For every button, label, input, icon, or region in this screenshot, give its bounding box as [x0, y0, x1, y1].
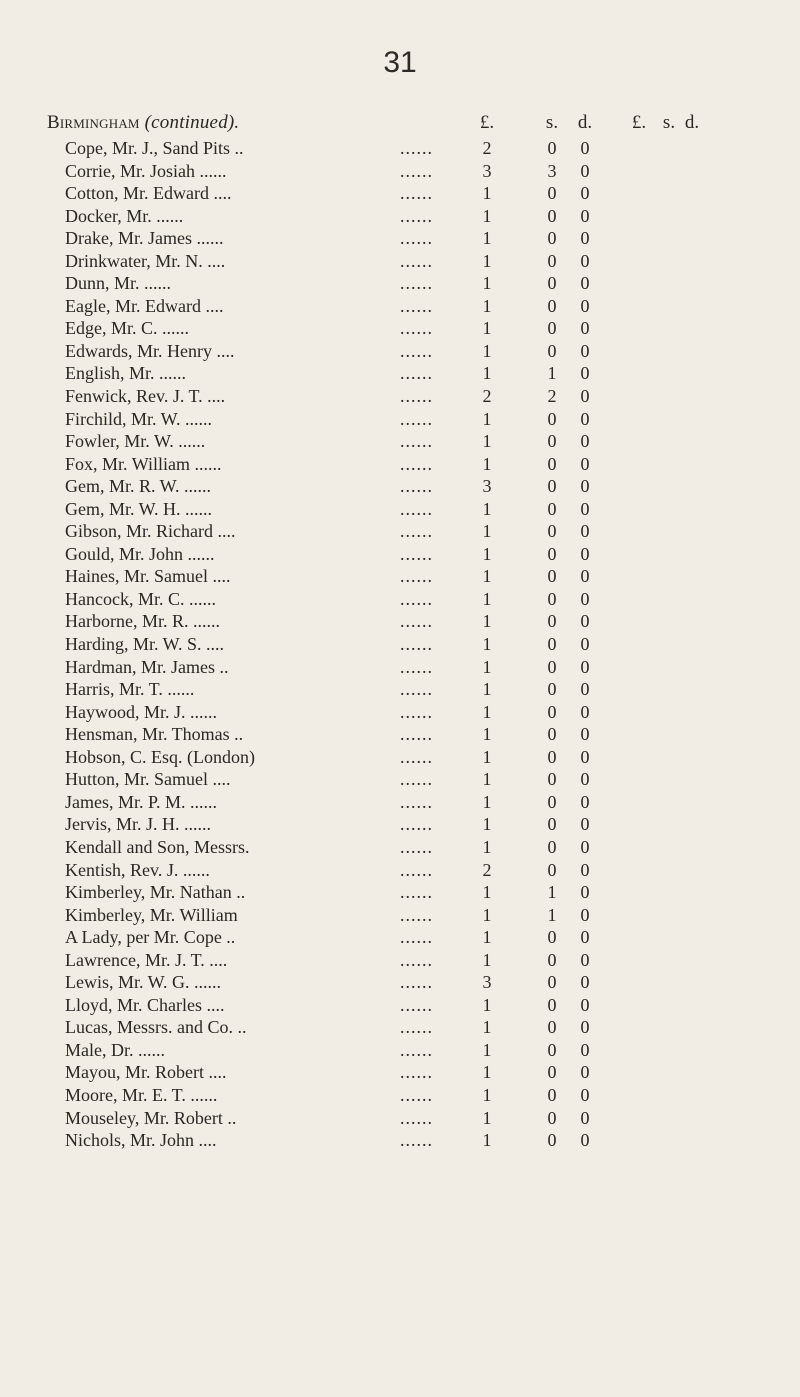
amount-pence: 0	[580, 859, 590, 880]
dot-leader: ......	[400, 994, 433, 1015]
amount-pence: 0	[580, 273, 590, 294]
dot-leader: ......	[400, 769, 433, 790]
amount-pounds: 3	[482, 160, 492, 181]
list-item	[0, 791, 800, 814]
amount-pence: 0	[580, 295, 590, 316]
dot-leader: ......	[400, 1039, 433, 1060]
dot-leader: ......	[400, 543, 433, 564]
subscriber-name: Lewis, Mr. W. G. ......	[65, 972, 222, 993]
subscriber-name: Haines, Mr. Samuel ....	[65, 566, 231, 587]
amount-shillings: 1	[547, 904, 557, 925]
pounds-column-header: £.	[479, 112, 495, 133]
list-item	[0, 768, 800, 791]
amount-pence: 0	[580, 476, 590, 497]
list-item	[0, 137, 800, 160]
amount-pounds: 2	[482, 138, 492, 158]
subscriber-name: Gibson, Mr. Richard ....	[65, 521, 236, 542]
list-item	[0, 453, 800, 476]
amount-pence: 0	[580, 228, 590, 249]
amount-pounds: 1	[482, 318, 492, 339]
amount-pounds: 1	[482, 611, 492, 632]
amount-pence: 0	[580, 453, 590, 474]
amount-pounds: 1	[482, 746, 492, 767]
dot-leader: ......	[400, 138, 433, 158]
amount-shillings: 0	[547, 183, 557, 204]
list-item	[0, 1016, 800, 1039]
amount-pence: 0	[580, 543, 590, 564]
amount-shillings: 0	[547, 972, 557, 993]
dot-leader: ......	[400, 927, 433, 948]
list-item	[0, 295, 800, 318]
subscriber-name: Male, Dr. ......	[65, 1039, 165, 1060]
amount-pence: 0	[580, 566, 590, 587]
dot-leader: ......	[400, 1107, 433, 1128]
dot-leader: ......	[400, 634, 433, 655]
subscriber-name: Lawrence, Mr. J. T. ....	[65, 949, 228, 970]
list-item	[0, 746, 800, 769]
amount-shillings: 0	[547, 836, 557, 857]
amount-pence: 0	[580, 611, 590, 632]
subscriber-name: Gem, Mr. W. H. ......	[65, 498, 213, 519]
amount-pounds: 1	[482, 588, 492, 609]
dot-leader: ......	[400, 859, 433, 880]
list-item	[0, 1061, 800, 1084]
amount-shillings: 3	[547, 160, 557, 181]
list-item	[0, 836, 800, 859]
dot-leader: ......	[400, 453, 433, 474]
list-item	[0, 317, 800, 340]
amount-pence: 0	[580, 431, 590, 452]
subscriber-name: Kimberley, Mr. Nathan ..	[65, 882, 246, 903]
dot-leader: ......	[400, 701, 433, 722]
list-item	[0, 205, 800, 228]
subscriber-name: Cotton, Mr. Edward ....	[65, 183, 232, 204]
dot-leader: ......	[400, 611, 433, 632]
dot-leader: ......	[400, 746, 433, 767]
amount-shillings: 0	[547, 949, 557, 970]
list-item	[0, 430, 800, 453]
subscriber-name: Hobson, C. Esq. (London)	[65, 746, 255, 767]
amount-pounds: 1	[482, 949, 492, 970]
list-item	[0, 250, 800, 273]
list-item	[0, 362, 800, 385]
subscriber-name: Harris, Mr. T. ......	[65, 679, 195, 700]
dot-leader: ......	[400, 814, 433, 835]
section-title-continued: (continued).	[144, 112, 240, 133]
amount-pence: 0	[580, 882, 590, 903]
subscriber-name: Hancock, Mr. C. ......	[65, 588, 216, 609]
dot-leader: ......	[400, 656, 433, 677]
amount-pence: 0	[580, 701, 590, 722]
dot-leader: ......	[400, 295, 433, 316]
subscriber-name: Gem, Mr. R. W. ......	[65, 476, 212, 497]
amount-pence: 0	[580, 656, 590, 677]
amount-shillings: 0	[547, 634, 557, 655]
subscriber-name: Nichols, Mr. John ....	[65, 1130, 217, 1151]
subscriber-name: Lloyd, Mr. Charles ....	[65, 994, 225, 1015]
amount-pence: 0	[580, 949, 590, 970]
amount-shillings: 0	[547, 340, 557, 361]
dot-leader: ......	[400, 205, 433, 226]
amount-shillings: 1	[547, 882, 557, 903]
dot-leader: ......	[400, 679, 433, 700]
dot-leader: ......	[400, 386, 433, 407]
amount-pounds: 1	[482, 1107, 492, 1128]
list-item	[0, 272, 800, 295]
amount-pounds: 1	[482, 724, 492, 745]
dot-leader: ......	[400, 1062, 433, 1083]
amount-shillings: 0	[547, 791, 557, 812]
list-item	[0, 656, 800, 679]
subscriber-name: Harding, Mr. W. S. ....	[65, 634, 225, 655]
dot-leader: ......	[400, 791, 433, 812]
pounds-total-column-header: £.	[631, 112, 647, 133]
subscriber-name: Kentish, Rev. J. ......	[65, 859, 210, 880]
amount-shillings: 0	[547, 859, 557, 880]
amount-pence: 0	[580, 679, 590, 700]
amount-shillings: 0	[547, 476, 557, 497]
subscriber-name: Corrie, Mr. Josiah ......	[65, 160, 227, 181]
amount-pence: 0	[580, 183, 590, 204]
subscriber-name: Moore, Mr. E. T. ......	[65, 1084, 218, 1105]
subscriber-name: Edge, Mr. C. ......	[65, 318, 189, 339]
amount-pence: 0	[580, 363, 590, 384]
list-item	[0, 520, 800, 543]
amount-pounds: 1	[482, 769, 492, 790]
subscriber-name: Edwards, Mr. Henry ....	[65, 340, 235, 361]
list-item	[0, 949, 800, 972]
amount-shillings: 0	[547, 1062, 557, 1083]
amount-pence: 0	[580, 1062, 590, 1083]
amount-pence: 0	[580, 1107, 590, 1128]
list-item	[0, 565, 800, 588]
amount-pence: 0	[580, 791, 590, 812]
amount-pence: 0	[580, 769, 590, 790]
amount-pence: 0	[580, 1017, 590, 1038]
amount-pence: 0	[580, 498, 590, 519]
dot-leader: ......	[400, 724, 433, 745]
dot-leader: ......	[400, 566, 433, 587]
amount-pounds: 1	[482, 183, 492, 204]
shillings-column-header: s.	[545, 112, 559, 133]
amount-pence: 0	[580, 521, 590, 542]
amount-pounds: 3	[482, 972, 492, 993]
amount-pounds: 2	[482, 386, 492, 407]
dot-leader: ......	[400, 588, 433, 609]
list-item	[0, 385, 800, 408]
amount-shillings: 0	[547, 1084, 557, 1105]
dot-leader: ......	[400, 476, 433, 497]
amount-shillings: 0	[547, 318, 557, 339]
subscriber-name: Gould, Mr. John ......	[65, 543, 215, 564]
amount-pounds: 1	[482, 250, 492, 271]
amount-pence: 0	[580, 994, 590, 1015]
amount-pounds: 1	[482, 340, 492, 361]
amount-pounds: 1	[482, 521, 492, 542]
amount-pounds: 1	[482, 904, 492, 925]
amount-pounds: 1	[482, 1062, 492, 1083]
dot-leader: ......	[400, 1084, 433, 1105]
dot-leader: ......	[400, 431, 433, 452]
amount-pence: 0	[580, 1084, 590, 1105]
list-item	[0, 926, 800, 949]
amount-shillings: 0	[547, 566, 557, 587]
subscriber-name: Harborne, Mr. R. ......	[65, 611, 220, 632]
amount-pence: 0	[580, 318, 590, 339]
dot-leader: ......	[400, 228, 433, 249]
amount-pounds: 1	[482, 273, 492, 294]
list-item	[0, 182, 800, 205]
list-item	[0, 859, 800, 882]
dot-leader: ......	[400, 972, 433, 993]
amount-shillings: 0	[547, 408, 557, 429]
amount-pence: 0	[580, 814, 590, 835]
amount-pounds: 1	[482, 498, 492, 519]
section-header	[0, 112, 800, 136]
amount-pounds: 2	[482, 859, 492, 880]
subscriber-name: Drake, Mr. James ......	[65, 228, 224, 249]
amount-shillings: 0	[547, 453, 557, 474]
amount-pence: 0	[580, 724, 590, 745]
dot-leader: ......	[400, 1017, 433, 1038]
subscriber-name: Jervis, Mr. J. H. ......	[65, 814, 212, 835]
subscriber-name: Firchild, Mr. W. ......	[65, 408, 213, 429]
dot-leader: ......	[400, 408, 433, 429]
amount-pence: 0	[580, 972, 590, 993]
dot-leader: ......	[400, 882, 433, 903]
amount-pounds: 1	[482, 634, 492, 655]
amount-pounds: 1	[482, 1039, 492, 1060]
dot-leader: ......	[400, 521, 433, 542]
amount-pounds: 3	[482, 476, 492, 497]
amount-shillings: 0	[547, 724, 557, 745]
amount-pence: 0	[580, 927, 590, 948]
amount-shillings: 0	[547, 498, 557, 519]
amount-shillings: 0	[547, 679, 557, 700]
amount-shillings: 0	[547, 543, 557, 564]
list-item	[0, 1129, 800, 1152]
subscriber-name: Hardman, Mr. James ..	[65, 656, 229, 677]
pence-total-column-header: d.	[684, 112, 700, 133]
list-item	[0, 610, 800, 633]
list-item	[0, 340, 800, 363]
dot-leader: ......	[400, 160, 433, 181]
dot-leader: ......	[400, 250, 433, 271]
amount-pounds: 1	[482, 1130, 492, 1151]
dot-leader: ......	[400, 1130, 433, 1151]
amount-pounds: 1	[482, 543, 492, 564]
amount-shillings: 0	[547, 521, 557, 542]
list-item	[0, 723, 800, 746]
list-item	[0, 678, 800, 701]
dot-leader: ......	[400, 836, 433, 857]
amount-pounds: 1	[482, 927, 492, 948]
amount-pounds: 1	[482, 453, 492, 474]
subscriber-name: Fowler, Mr. W. ......	[65, 431, 206, 452]
amount-pounds: 1	[482, 679, 492, 700]
pence-column-header: d.	[577, 112, 593, 133]
section-title	[47, 112, 239, 134]
amount-pence: 0	[580, 904, 590, 925]
list-item	[0, 160, 800, 183]
amount-pence: 0	[580, 746, 590, 767]
page-number: 31	[383, 46, 417, 79]
subscriber-name: Eagle, Mr. Edward ....	[65, 295, 224, 316]
amount-pence: 0	[580, 408, 590, 429]
subscriber-name: Docker, Mr. ......	[65, 205, 184, 226]
subscriber-name: Kendall and Son, Messrs.	[65, 836, 250, 857]
amount-shillings: 0	[547, 205, 557, 226]
amount-pence: 0	[580, 250, 590, 271]
list-item	[0, 1039, 800, 1062]
subscriber-name: Dunn, Mr. ......	[65, 273, 172, 294]
list-item	[0, 408, 800, 431]
amount-shillings: 0	[547, 1130, 557, 1151]
list-item	[0, 475, 800, 498]
amount-pounds: 1	[482, 656, 492, 677]
list-item	[0, 1107, 800, 1130]
subscriber-name: English, Mr. ......	[65, 363, 187, 384]
amount-pounds: 1	[482, 882, 492, 903]
dot-leader: ......	[400, 498, 433, 519]
subscriber-name: Mayou, Mr. Robert ....	[65, 1062, 227, 1083]
amount-shillings: 0	[547, 656, 557, 677]
amount-pounds: 1	[482, 295, 492, 316]
subscriber-name: Cope, Mr. J., Sand Pits ..	[65, 138, 244, 158]
amount-pounds: 1	[482, 1084, 492, 1105]
list-item	[0, 971, 800, 994]
amount-shillings: 0	[547, 994, 557, 1015]
subscriber-name: A Lady, per Mr. Cope ..	[65, 927, 236, 948]
amount-pounds: 1	[482, 363, 492, 384]
amount-pence: 0	[580, 1130, 590, 1151]
amount-pounds: 1	[482, 566, 492, 587]
amount-pounds: 1	[482, 205, 492, 226]
amount-pence: 0	[580, 138, 590, 158]
dot-leader: ......	[400, 363, 433, 384]
list-item	[0, 904, 800, 927]
amount-pounds: 1	[482, 836, 492, 857]
amount-pence: 0	[580, 634, 590, 655]
list-item	[0, 633, 800, 656]
subscriber-list	[0, 137, 800, 1152]
amount-shillings: 0	[547, 1017, 557, 1038]
list-item	[0, 813, 800, 836]
amount-pounds: 1	[482, 994, 492, 1015]
amount-shillings: 0	[547, 295, 557, 316]
shillings-total-column-header: s.	[662, 112, 676, 133]
amount-shillings: 0	[547, 588, 557, 609]
dot-leader: ......	[400, 273, 433, 294]
amount-pounds: 1	[482, 228, 492, 249]
subscriber-name: Mouseley, Mr. Robert ..	[65, 1107, 237, 1128]
amount-pounds: 1	[482, 408, 492, 429]
amount-pounds: 1	[482, 1017, 492, 1038]
amount-pence: 0	[580, 160, 590, 181]
subscriber-name: Fenwick, Rev. J. T. ....	[65, 386, 226, 407]
amount-pence: 0	[580, 836, 590, 857]
amount-pounds: 1	[482, 791, 492, 812]
amount-shillings: 0	[547, 273, 557, 294]
dot-leader: ......	[400, 904, 433, 925]
amount-pounds: 1	[482, 701, 492, 722]
amount-shillings: 0	[547, 927, 557, 948]
list-item	[0, 498, 800, 521]
list-item	[0, 588, 800, 611]
amount-shillings: 0	[547, 1039, 557, 1060]
list-item	[0, 543, 800, 566]
list-item	[0, 994, 800, 1017]
amount-shillings: 0	[547, 746, 557, 767]
section-title-city: Birmingham	[47, 112, 140, 133]
dot-leader: ......	[400, 183, 433, 204]
amount-shillings: 0	[547, 769, 557, 790]
amount-shillings: 0	[547, 611, 557, 632]
amount-pounds: 1	[482, 814, 492, 835]
dot-leader: ......	[400, 949, 433, 970]
amount-shillings: 0	[547, 228, 557, 249]
amount-pounds: 1	[482, 431, 492, 452]
subscriber-name: James, Mr. P. M. ......	[65, 791, 218, 812]
list-item	[0, 1084, 800, 1107]
amount-shillings: 0	[547, 138, 557, 158]
amount-shillings: 0	[547, 250, 557, 271]
subscriber-name: Haywood, Mr. J. ......	[65, 701, 217, 722]
amount-pence: 0	[580, 340, 590, 361]
amount-shillings: 0	[547, 701, 557, 722]
subscriber-name: Fox, Mr. William ......	[65, 453, 222, 474]
dot-leader: ......	[400, 340, 433, 361]
list-item	[0, 227, 800, 250]
subscriber-name: Hensman, Mr. Thomas ..	[65, 724, 244, 745]
amount-shillings: 0	[547, 431, 557, 452]
amount-pence: 0	[580, 588, 590, 609]
list-item	[0, 701, 800, 724]
dot-leader: ......	[400, 318, 433, 339]
amount-shillings: 1	[547, 363, 557, 384]
subscriber-name: Drinkwater, Mr. N. ....	[65, 250, 226, 271]
amount-pence: 0	[580, 1039, 590, 1060]
subscriber-name: Hutton, Mr. Samuel ....	[65, 769, 231, 790]
amount-pence: 0	[580, 386, 590, 407]
amount-shillings: 0	[547, 814, 557, 835]
list-item	[0, 881, 800, 904]
amount-shillings: 0	[547, 1107, 557, 1128]
amount-shillings: 2	[547, 386, 557, 407]
amount-pence: 0	[580, 205, 590, 226]
subscriber-name: Kimberley, Mr. William	[65, 904, 238, 925]
subscriber-name: Lucas, Messrs. and Co. ..	[65, 1017, 247, 1038]
